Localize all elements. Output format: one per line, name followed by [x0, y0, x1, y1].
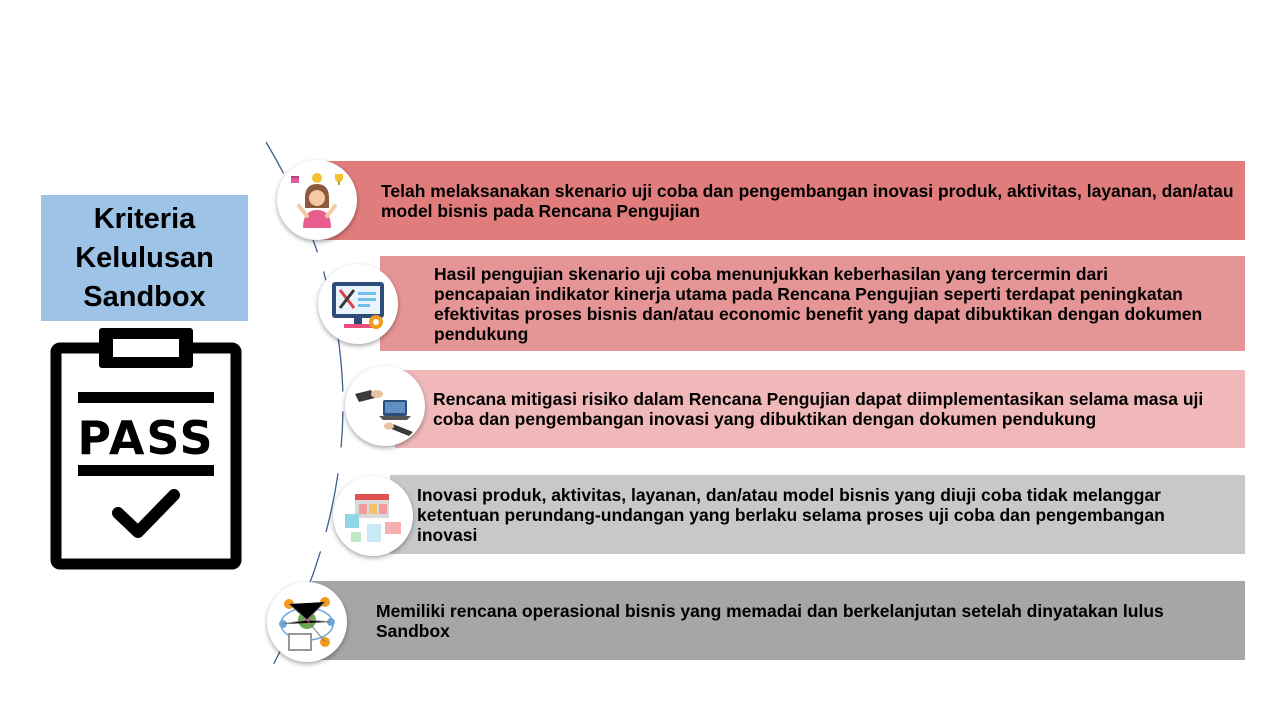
criteria-text-5: Memiliki rencana operasional bisnis yang memadai dan berkelanjutan setelah dinyatakan lulus Sandbox: [376, 600, 1164, 641]
criteria-text-3: Rencana mitigasi risiko dalam Rencana Pengujian dapat diimplementasikan selama masa uji coba dan pengembangan inovasi yang dibuktikan dengan dokumen pendukung: [433, 389, 1204, 429]
business-network-icon: [267, 582, 347, 662]
criteria-bar-1: [312, 161, 1245, 240]
criteria-bar-2: [380, 256, 1245, 351]
criteria-text-1: Telah melaksanakan skenario uji coba dan pengembangan inovasi produk, aktivitas, layanan, dan/atau model bisnis pada Rencana Pengujian: [381, 180, 1234, 221]
handshake-icon: [345, 366, 425, 446]
pass-label: PASS: [77, 411, 215, 465]
criteria-text-4: Inovasi produk, aktivitas, layanan, dan/atau model bisnis yang diuji coba tidak melanggar ketentuan perundang-undangan yang berlaku selama proses uji coba dan pengembangan inovasi: [417, 484, 1165, 545]
woman-with-awards-icon: [277, 160, 357, 240]
monitor-tools-icon: [318, 264, 398, 344]
criteria-bar-4: [390, 475, 1245, 554]
clipboard-pass-icon: [50, 325, 242, 570]
criteria-bar-3: [395, 370, 1245, 448]
criteria-text-2: Hasil pengujian skenario uji coba menunjukkan keberhasilan yang tercermin dari pencapaian indikator kinerja utama pada Rencana Pengujian seperti terdapat peningkatan efektivitas proses bisnis dan/atau economic benefit yang dapat dibuktikan dengan dokumen pendukung: [434, 263, 1203, 344]
shop-products-icon: [333, 476, 413, 556]
criteria-bar-5: [312, 581, 1245, 660]
title-box: [41, 195, 248, 321]
title-text: Kriteria Kelulusan Sandbox: [75, 202, 214, 313]
